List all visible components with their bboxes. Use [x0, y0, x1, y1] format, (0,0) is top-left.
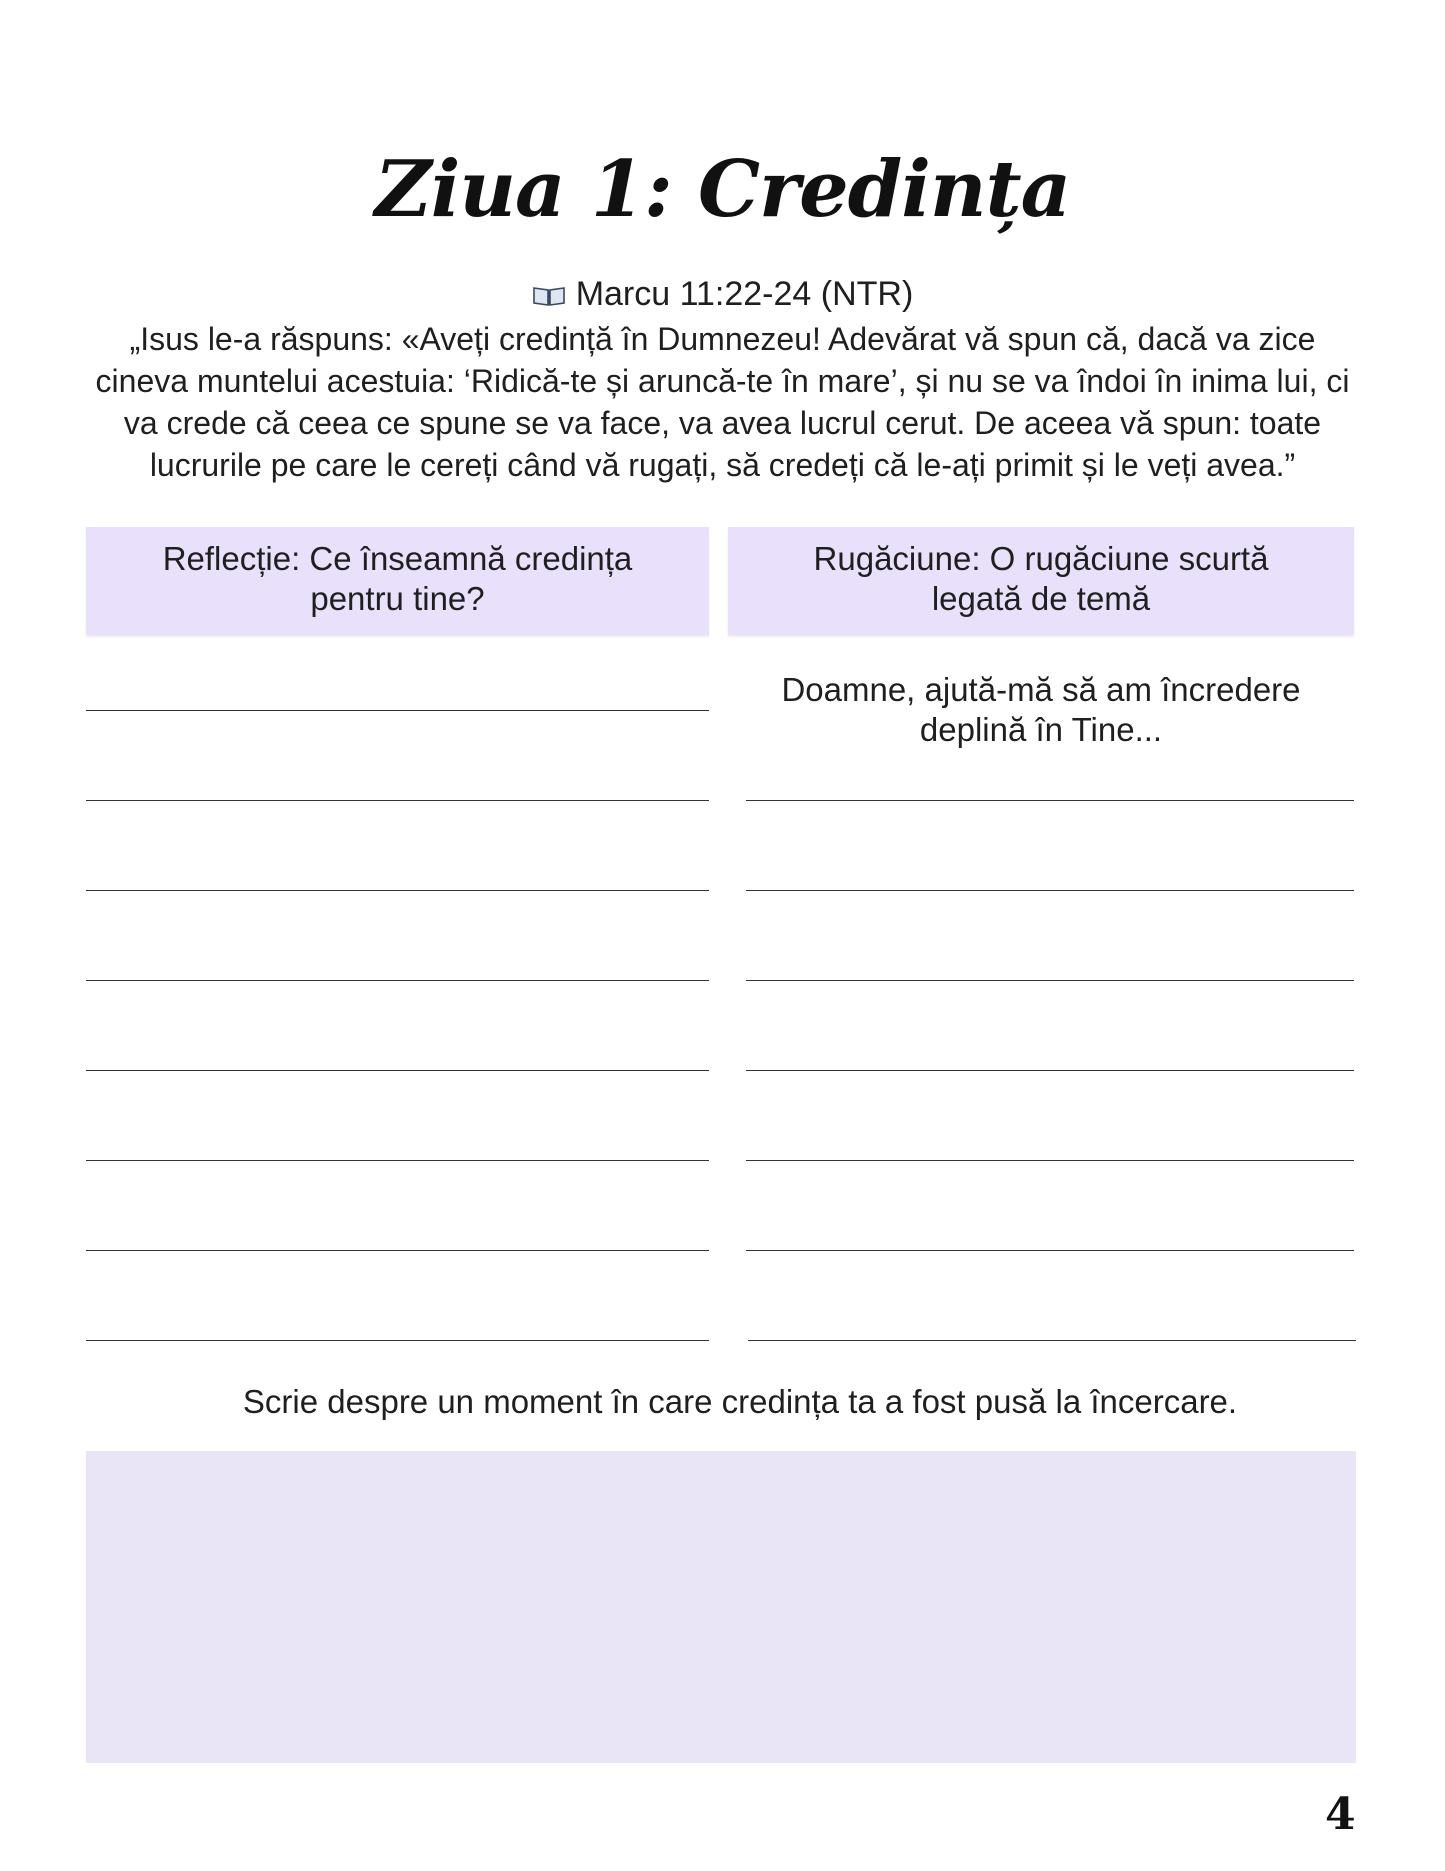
- reflection-writing-line[interactable]: [86, 1250, 709, 1251]
- prayer-writing-line[interactable]: [746, 980, 1354, 981]
- reflection-heading: Reflecție: Ce înseamnă credința pentru tine?: [162, 540, 633, 617]
- scripture-reference: [0, 272, 1445, 316]
- journal-writing-area[interactable]: [86, 1451, 1356, 1763]
- prayer-writing-line[interactable]: [746, 1250, 1354, 1251]
- prayer-heading: Rugăciune: O rugăciune scurtă legată de temă: [813, 540, 1269, 617]
- page-title: Ziua 1: Credința: [374, 144, 1071, 235]
- scripture-text: „Isus le-a răspuns: «Aveți credință în Dumnezeu! Adevărat vă spun că, dacă va zice cineva muntelui acestuia: ‘Ridică-te și aruncă-te în mare’, și nu se va îndoi în inima lui, ci va crede că ceea ce spune se va face, va avea lucrul cerut. De aceea vă spun: toate lucrurile pe care le cereți când vă rugați, să credeți că le-ați primit și le veți avea.”: [95, 321, 1350, 483]
- reflection-header: [86, 527, 709, 635]
- prayer-header: [728, 527, 1354, 635]
- prayer-writing-line[interactable]: [748, 1340, 1356, 1341]
- reflection-writing-line[interactable]: [86, 1160, 709, 1161]
- reflection-writing-line[interactable]: [86, 890, 709, 891]
- page-number: 4: [1325, 1789, 1356, 1840]
- reflection-writing-line[interactable]: [86, 800, 709, 801]
- open-book-icon: [532, 285, 566, 307]
- reflection-writing-line[interactable]: [86, 980, 709, 981]
- prayer-writing-line[interactable]: [746, 890, 1354, 891]
- prayer-writing-line[interactable]: [746, 800, 1354, 801]
- prayer-text: [728, 670, 1354, 750]
- scripture-reference-text: Marcu 11:22-24 (NTR): [575, 275, 914, 313]
- journal-prompt: Scrie despre un moment în care credința ta a fost pusă la încercare.: [242, 1383, 1238, 1420]
- prayer-sample: Doamne, ajută-mă să am încredere deplină în Tine...: [781, 671, 1301, 748]
- reflection-writing-line[interactable]: [86, 1340, 709, 1341]
- reflection-writing-line[interactable]: [86, 710, 709, 711]
- prayer-writing-line[interactable]: [746, 1160, 1354, 1161]
- prayer-writing-line[interactable]: [746, 1070, 1354, 1071]
- reflection-writing-line[interactable]: [86, 1070, 709, 1071]
